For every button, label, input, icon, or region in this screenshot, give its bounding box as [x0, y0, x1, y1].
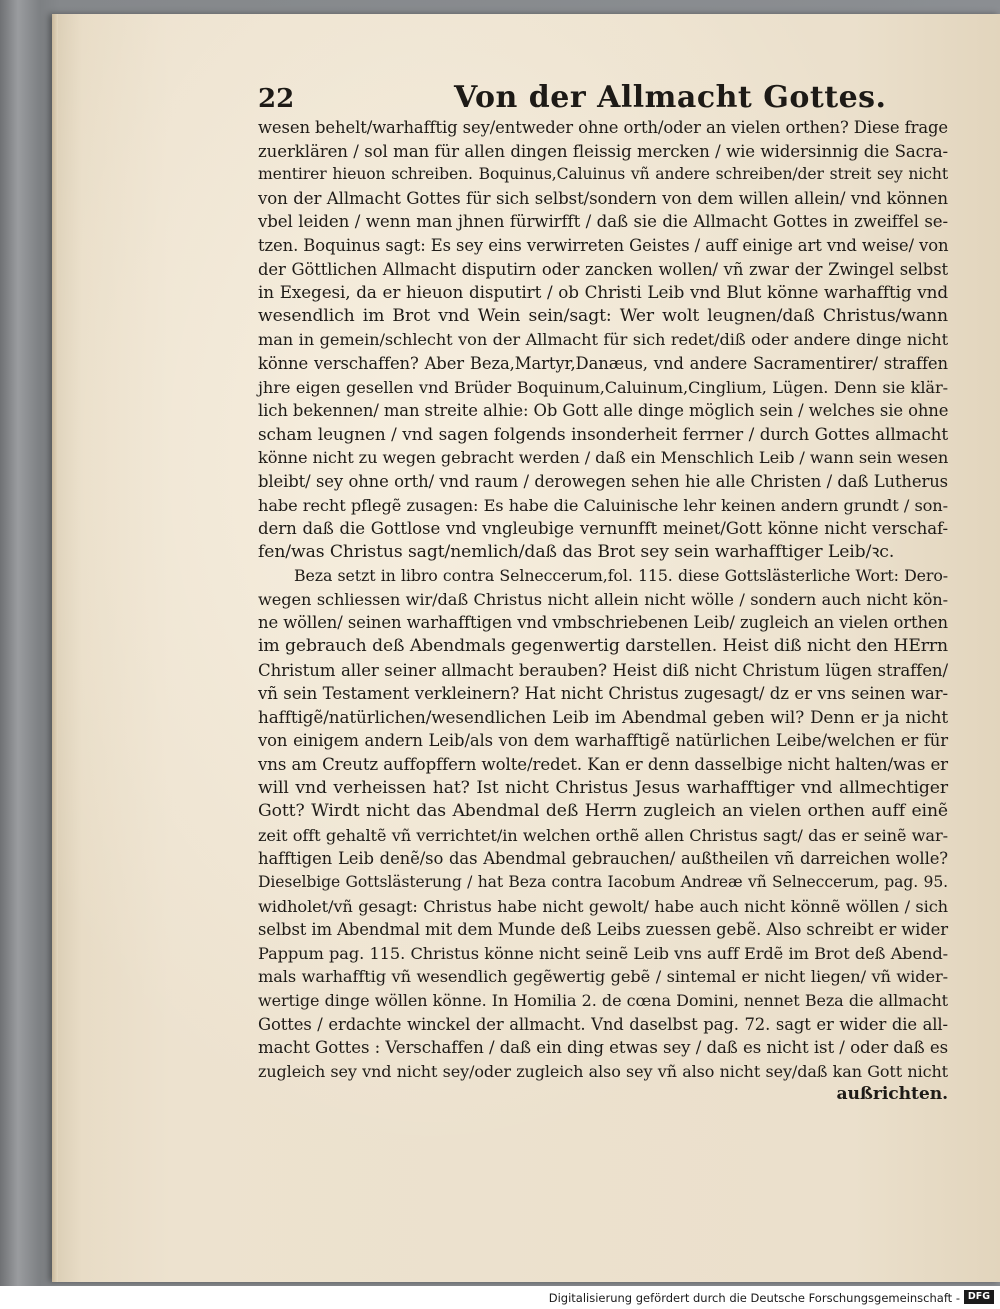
text-line: man in gemein/schlecht von der Allmacht für sich redet/diß oder andere dinge nicht [258, 330, 948, 350]
text-line: dern daß die Gottlose vnd vngleubige vernunfft meinet/Gott könne nicht verschaf- [258, 519, 948, 539]
text-line: zugleich sey vnd nicht sey/oder zugleich also sey vñ also nicht sey/daß kan Gott nicht [258, 1061, 948, 1081]
text-line: will vnd verheissen hat? Ist nicht Christus Jesus warhafftiger vnd allmechtiger [258, 777, 948, 798]
text-line: Christum aller seiner allmacht berauben? Heist diß nicht Christum lügen straffen/ [258, 660, 948, 680]
text-line: wesendlich im Brot vnd Wein sein/sagt: Wer wolt leugnen/daß Christus/wann [258, 305, 948, 326]
text-line: hafftigẽ/natürlichen/wesendlichen Leib im Abendmal geben wil? Denn er ja nicht [258, 706, 948, 727]
text-line: jhre eigen gesellen vnd Brüder Boquinum,Caluinum,Cinglium, Lügen. Denn sie klär- [258, 377, 948, 397]
text-line: mals warhafftig vñ wesendlich gegẽwertig gebẽ / sintemal er nicht liegen/ vñ wider- [258, 967, 948, 987]
text-line: mentirer hieuon schreiben. Boquinus,Caluinus vñ andere schreiben/der streit sey nicht [258, 165, 948, 184]
text-line: könne nicht zu wegen gebracht werden / daß ein Menschlich Leib / wann sein wesen [258, 448, 949, 468]
text-line: könne verschaffen? Aber Beza,Martyr,Danæus, vnd andere Sacramentirer/ straffen [258, 353, 948, 373]
text-line: außrichten. [836, 1084, 948, 1105]
text-line: wesen behelt/warhafftig sey/entweder ohne orth/oder an vielen orthen? Diese frage [258, 118, 948, 137]
text-line: zeit offt gehaltẽ vñ verrichtet/in welchen orthẽ allen Christus sagt/ das er seinẽ war- [258, 825, 948, 845]
body-text [258, 116, 948, 1107]
text-line: von der Allmacht Gottes für sich selbst/sondern von dem willen allein/ vnd können [258, 188, 948, 208]
text-line: vñ sein Testament verkleinern? Hat nicht Christus zugesagt/ dz er vns seinen war- [258, 684, 948, 704]
text-line: Dieselbige Gottslästerung / hat Beza contra Iacobum Andreæ vñ Selneccerum, pag. 95. [258, 873, 948, 891]
text-line: Beza setzt in libro contra Selneccerum,fol. 115. diese Gottslästerliche Wort: Dero- [294, 566, 948, 586]
text-line: scham leugnen / vnd sagen folgends insonderheit ferrner / durch Gottes allmacht [258, 423, 948, 444]
text-line: lich bekennen/ man streite alhie: Ob Gott alle dinge möglich sein / welches sie ohne [258, 401, 949, 421]
digitization-footer [0, 1286, 1000, 1309]
funding-credit: Digitalisierung gefördert durch die Deutsche Forschungsgemeinschaft - [548, 1291, 960, 1305]
text-line: hafftigen Leib denẽ/so das Abendmal gebrauchen/ außtheilen vñ darreichen wolle? [258, 849, 948, 869]
text-line: in Exegesi, da er hieuon disputirt / ob Christi Leib vnd Blut könne warhafftig vnd [258, 282, 948, 303]
text-line: Gott? Wirdt nicht das Abendmal deß Herrn zugleich an vielen orthen auff einẽ [258, 801, 948, 822]
text-line: selbst im Abendmal mit dem Munde deß Leibs zuessen gebẽ. Also schreibt er wider [258, 920, 948, 940]
page-header [258, 80, 958, 120]
text-line: fen/was Christus sagt/nemlich/daß das Brot sey sein warhafftiger Leib/ꝛc. [258, 541, 895, 562]
text-line: ne wöllen/ seinen warhafftigen vnd vmbschriebenen Leib/ zugleich an vielen orthen [258, 613, 948, 633]
text-line: wertige dinge wöllen könne. In Homilia 2. de cœna Domini, nennet Beza die allmacht [258, 990, 948, 1010]
running-head: Von der Allmacht Gottes. [454, 80, 887, 115]
text-line: tzen. Boquinus sagt: Es sey eins verwirreten Geistes / auff einige art vnd weise/ von [258, 235, 949, 255]
text-line: Pappum pag. 115. Christus könne nicht seinẽ Leib vns auff Erdẽ im Brot deß Abend- [258, 943, 948, 963]
text-line: wegen schliessen wir/daß Christus nicht allein nicht wölle / sondern auch nicht kön- [258, 589, 948, 609]
text-line: der Göttlichen Allmacht disputirn oder zancken wollen/ vñ zwar der Zwingel selbst [258, 259, 948, 279]
text-line: vbel leiden / wenn man jhnen fürwirfft / daß sie die Allmacht Gottes in zweiffel se- [258, 212, 948, 232]
text-line: bleibt/ sey ohne orth/ vnd raum / derowegen sehen hie alle Christen / daß Lutherus [258, 471, 948, 491]
text-line: habe recht pflegẽ zusagen: Es habe die Caluinische lehr keinen andern grundt / son- [258, 495, 948, 515]
text-line: widholet/vñ gesagt: Christus habe nicht gewolt/ habe auch nicht könnẽ wöllen / sich [258, 896, 948, 916]
text-line: macht Gottes : Verschaffen / daß ein ding etwas sey / daß es nicht ist / oder daß es [258, 1038, 948, 1058]
page-gutter-edge [52, 14, 58, 1282]
text-line: Gottes / erdachte winckel der allmacht. Vnd daselbst pag. 72. sagt er wider die all- [258, 1014, 948, 1034]
text-line: zuerklären / sol man für allen dingen fleissig mercken / wie widersinnig die Sacra- [258, 141, 948, 161]
text-line: von einigem andern Leib/als von dem warhafftigẽ natürlichen Leibe/welchen er für [258, 731, 948, 751]
text-line: im gebrauch deß Abendmals gegenwertig darstellen. Heist diß nicht den HErrn [258, 636, 948, 657]
dfg-logo: DFG [964, 1290, 994, 1304]
text-line: vns am Creutz auffopffern wolte/redet. Kan er denn dasselbige nicht halten/was er [258, 755, 948, 775]
page-number: 22 [258, 84, 295, 114]
